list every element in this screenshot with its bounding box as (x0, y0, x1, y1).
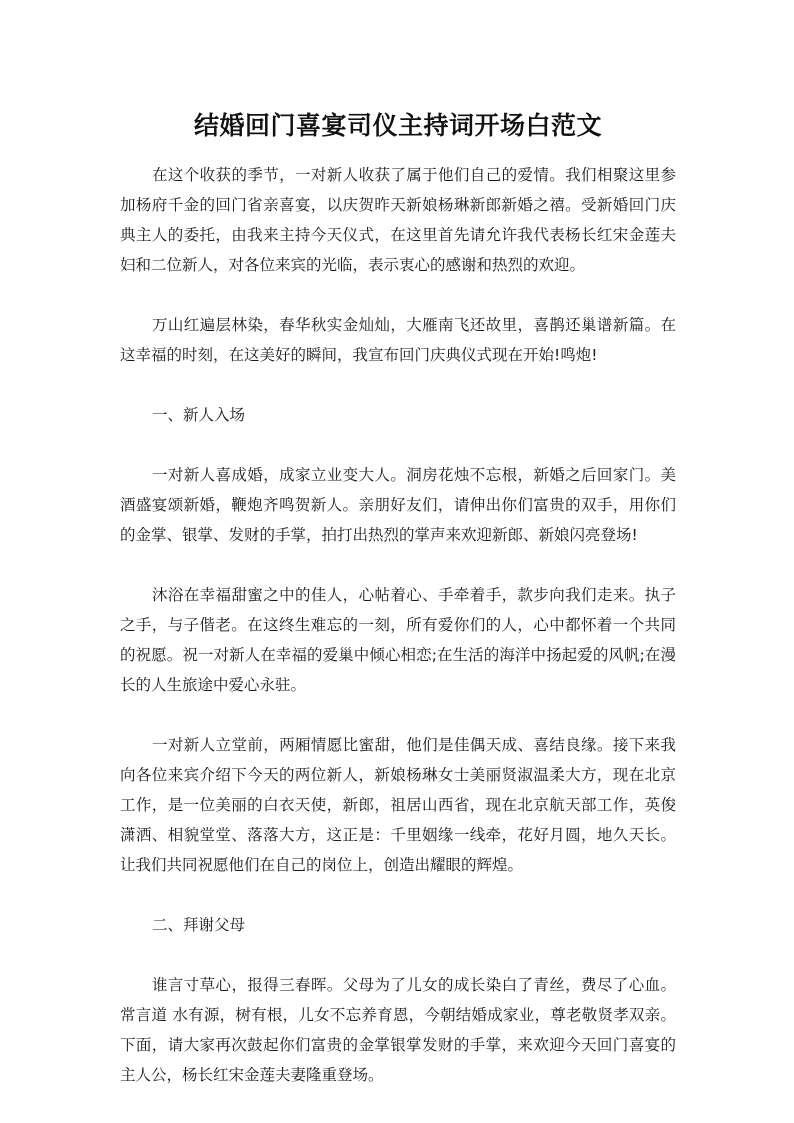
paragraph-entrance: 一对新人喜成婚，成家立业变大人。洞房花烛不忘根，新婚之后回家门。美酒盛宴颂新婚，鞭炮齐鸣贺新人。亲朋好友们，请伸出你们富贵的双手，用你们的金掌、银掌、发财的手掌，拍打出热烈的掌声来欢迎新郎、新娘闪亮登场! (120, 466, 676, 544)
paragraph-gap (120, 280, 676, 310)
paragraph-gap (120, 700, 676, 730)
paragraph-gap (120, 880, 676, 910)
paragraph-gap (120, 550, 676, 580)
section-heading-parents: 二、拜谢父母 (152, 916, 246, 934)
paragraph-gap (120, 370, 676, 400)
paragraph-blessing: 沐浴在幸福甜蜜之中的佳人，心帖着心、手牵着手，款步向我们走来。执子之手，与子偕老。在这终生难忘的一刻，所有爱你们的人，心中都怀着一个共同的祝愿。祝一对新人在幸福的爱巢中倾心相恋;在生活的海洋中扬起爱的风帆;在漫长的人生旅途中爱心永驻。 (120, 586, 676, 694)
paragraph-gap (120, 430, 676, 460)
paragraph-introduction: 一对新人立堂前，两厢情愿比蜜甜，他们是佳偶天成、喜结良缘。接下来我向各位来宾介绍下今天的两位新人，新娘杨琳女士美丽贤淑温柔大方，现在北京工作，是一位美丽的白衣天使，新郎，祖居山西省，现在北京航天部工作，英俊潇洒、相貌堂堂、落落大方，这正是：千里姻缘一线牵，花好月圆，地久天长。让我们共同祝愿他们在自己的岗位上，创造出耀眼的辉煌。 (120, 736, 676, 874)
document-title: 结婚回门喜宴司仪主持词开场白范文 (193, 111, 602, 140)
paragraph-opening: 在这个收获的季节，一对新人收获了属于他们自己的爱情。我们相聚这里参加杨府千金的回门省亲喜宴，以庆贺昨天新娘杨琳新郎新婚之禧。受新婚回门庆典主人的委托，由我来主持今天仪式，在这里首先请允许我代表杨长红宋金莲夫妇和二位新人，对各位来宾的光临，表示衷心的感谢和热烈的欢迎。 (120, 166, 676, 274)
section-heading-entrance: 一、新人入场 (152, 406, 246, 424)
paragraph-gap (120, 940, 676, 970)
paragraph-parents: 谁言寸草心，报得三春晖。父母为了儿女的成长染白了青丝，费尽了心血。常言道 水有源，树有根，儿女不忘养育恩，今朝结婚成家业，尊老敬贤孝双亲。下面，请大家再次鼓起你们富贵的金掌银掌发财的手掌，来欢迎今天回门喜宴的主人公，杨长红宋金莲夫妻隆重登场。 (120, 976, 676, 1084)
paragraph-announcement: 万山红遍层林染，春华秋实金灿灿，大雁南飞还故里，喜鹊还巢谱新篇。在这幸福的时刻，在这美好的瞬间，我宣布回门庆典仪式现在开始!鸣炮! (120, 316, 676, 364)
